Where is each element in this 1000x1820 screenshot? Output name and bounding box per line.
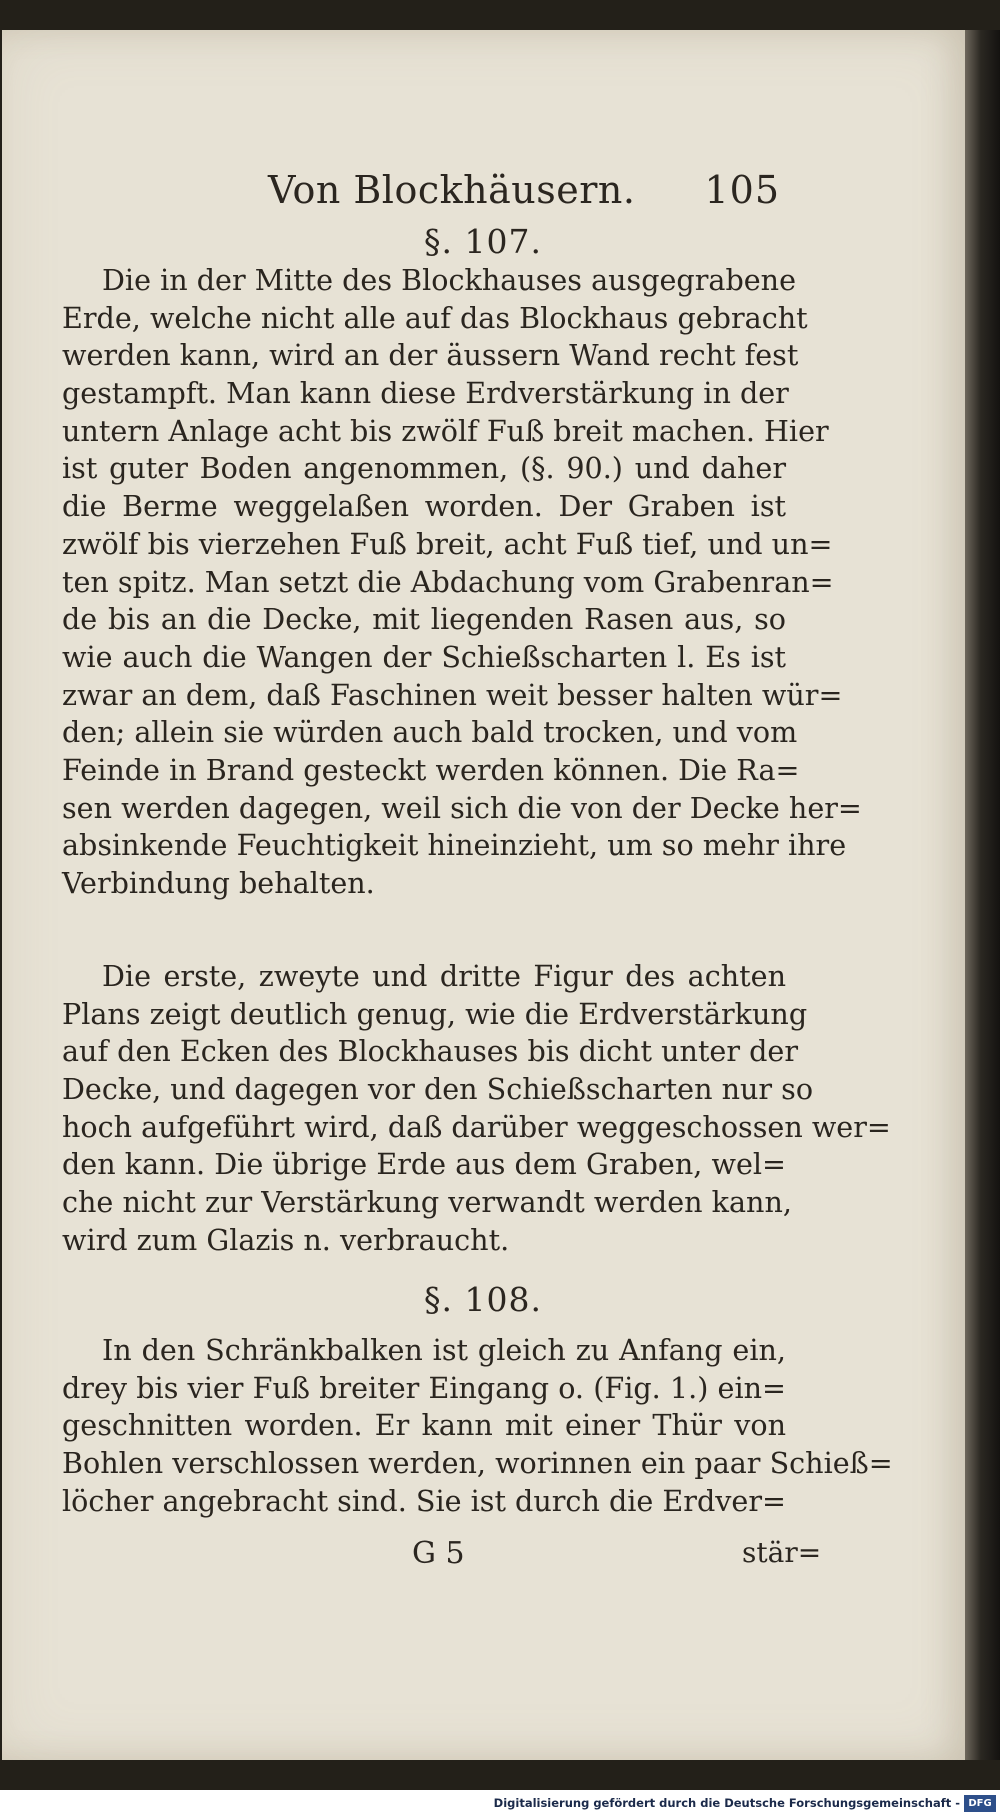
text-line: Die erste, zweyte und dritte Figur des achten — [102, 959, 786, 993]
text-line: Decke, und dagegen vor den Schießscharten nur so — [62, 1072, 814, 1107]
dfg-logo-icon: DFG — [964, 1795, 996, 1812]
running-head — [268, 168, 780, 228]
text-line: Plans zeigt deutlich genug, wie die Erdverstärkung — [62, 996, 808, 1031]
section-heading-107: §. 107. — [424, 222, 542, 261]
text-line: In den Schränkbalken ist gleich zu Anfang ein, — [102, 1333, 786, 1367]
text-line: hoch aufgeführt wird, daß darüber weggeschossen wer= — [62, 1109, 891, 1144]
text-line: auf den Ecken des Blockhauses bis dicht unter der — [62, 1034, 799, 1069]
text-line: werden kann, wird an der äussern Wand recht fest — [62, 338, 799, 373]
text-line: wird zum Glazis n. verbraucht. — [62, 1222, 510, 1257]
catchword: stär= — [742, 1536, 822, 1569]
page-number: 105 — [704, 168, 780, 212]
text-line: geschnitten worden. Er kann mit einer Thür von — [62, 1408, 786, 1443]
text-line: löcher angebracht sind. Sie ist durch die Erdver= — [62, 1483, 786, 1518]
text-line: absinkende Feuchtigkeit hineinzieht, um so mehr ihre — [62, 828, 847, 863]
text-line: ist guter Boden angenommen, (§. 90.) und daher — [62, 451, 786, 486]
book-spine-shadow — [965, 30, 1000, 1760]
paragraph-108-1 — [62, 1332, 893, 1520]
text-line: drey bis vier Fuß breiter Eingang o. (Fig. 1.) ein= — [62, 1370, 786, 1405]
paragraph-107-1 — [62, 262, 862, 903]
text-line: Die in der Mitte des Blockhauses ausgegrabene — [102, 263, 797, 297]
text-line: den kann. Die übrige Erde aus dem Graben, wel= — [62, 1147, 786, 1182]
text-line: sen werden dagegen, weil sich die von der Decke her= — [62, 790, 862, 825]
credit-text: Digitalisierung gefördert durch die Deutsche Forschungsgemeinschaft - — [493, 1796, 960, 1810]
text-line: die Berme weggelaßen worden. Der Graben ist — [62, 489, 786, 524]
text-line: Feinde in Brand gesteckt werden können. Die Ra= — [62, 752, 800, 787]
text-line: zwölf bis vierzehen Fuß breit, acht Fuß tief, und un= — [62, 526, 833, 561]
paragraph-107-2 — [62, 958, 891, 1260]
section-heading-108: §. 108. — [424, 1280, 542, 1319]
signature-mark: G 5 — [412, 1536, 465, 1571]
text-line: che nicht zur Verstärkung verwandt werden kann, — [62, 1185, 792, 1220]
text-line: untern Anlage acht bis zwölf Fuß breit machen. Hier — [62, 413, 829, 448]
text-line: de bis an die Decke, mit liegenden Rasen aus, so — [62, 602, 786, 637]
text-line: ten spitz. Man setzt die Abdachung vom Grabenran= — [62, 564, 834, 599]
text-line: Verbindung behalten. — [62, 866, 375, 900]
running-title: Von Blockhäusern. — [268, 168, 636, 212]
credit-bar — [0, 1790, 1000, 1820]
text-line: wie auch die Wangen der Schießscharten l. Es ist — [62, 639, 786, 674]
text-line: den; allein sie würden auch bald trocken, und vom — [62, 715, 798, 750]
text-line: zwar an dem, daß Faschinen weit besser halten wür= — [62, 677, 843, 712]
text-line: Bohlen verschlossen werden, worinnen ein paar Schieß= — [62, 1446, 893, 1481]
text-line: Erde, welche nicht alle auf das Blockhaus gebracht — [62, 300, 808, 335]
text-line: gestampft. Man kann diese Erdverstärkung in der — [62, 376, 789, 411]
